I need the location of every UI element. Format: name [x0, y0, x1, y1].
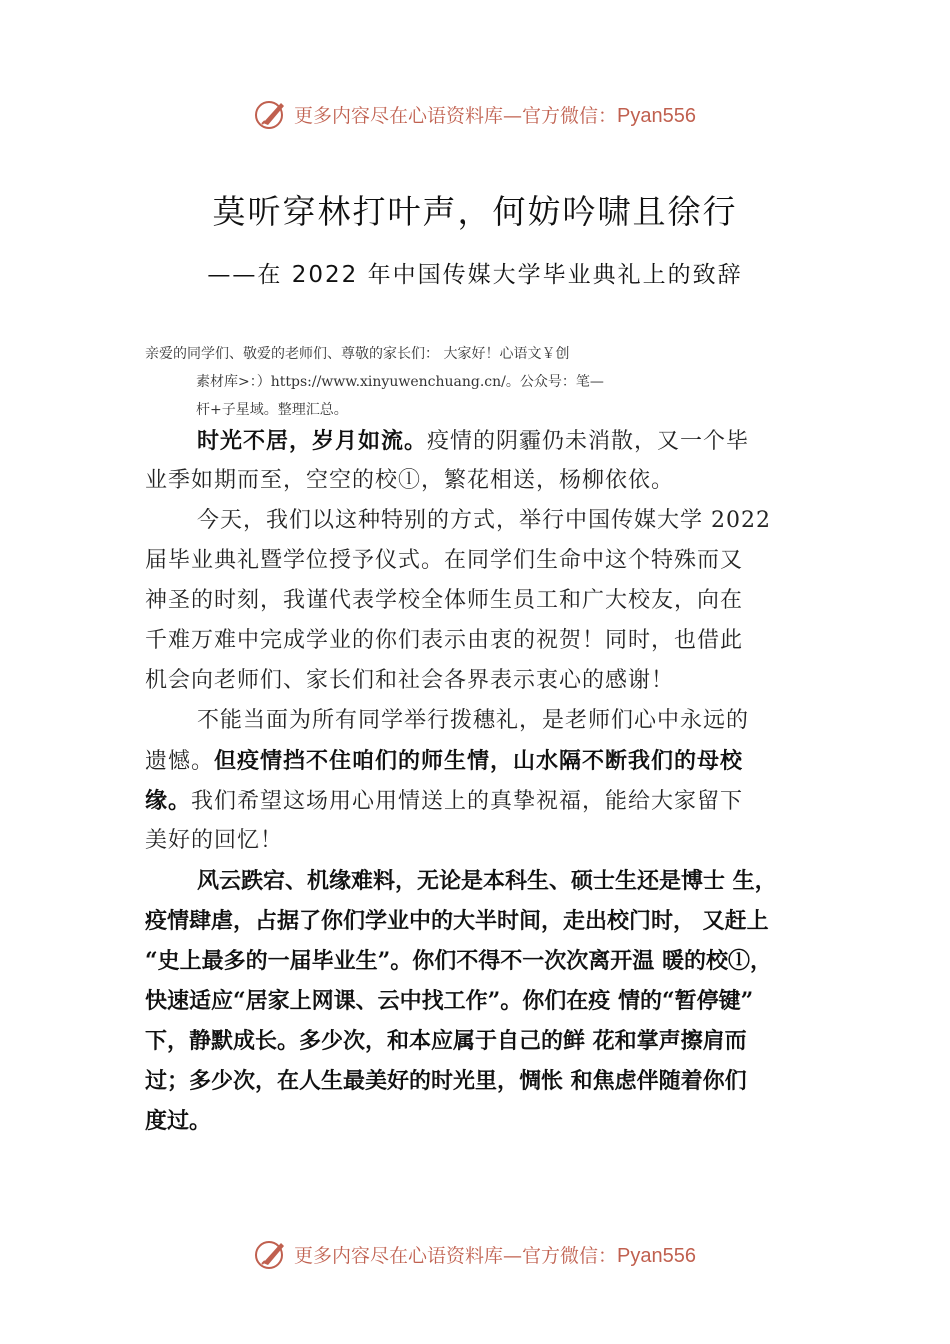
footer-watermark — [0, 1234, 950, 1274]
paragraph-2: 今天，我们以这种特别的方式，举行中国传媒大学 2022 届毕业典礼暨学位授予仪式。在同学们生命中这个特殊而又 神圣的时刻，我谨代表学校全体师生员工和广大校友，向在 千难万难中完成学业的你们表示由衷的祝贺！同时，也借此 机会向老师们、家长们和社会各界表示衷心的感谢！ — [145, 508, 771, 693]
document-title: 莫听穿林打叶声，何妨吟啸且徐行 — [212, 192, 738, 231]
paragraph-4: 风云跌宕、机缘难料，无论是本科生、硕士生还是博士 生， 疫情肆虐，占据了你们学业中的大半时间，走出校门时， 又赶上 “史上最多的一届毕业生”。你们不得不一次次离开温 暖的校ⓛ， 快速适应“居家上网课、云中找工作”。你们在疫 情的“暂停键” 下，静默成长。多少次，和本应属于自己的鲜 花和掌声擦肩而 过；多少次，在人生最美好的时光里，惆怅 和焦虑伴随着你们 度过。 — [145, 868, 777, 1134]
document-subtitle: ——在 2022 年中国传媒大学毕业典礼上的致辞 — [207, 262, 743, 288]
intro-line-2: 素材库>：）https://www.xinyuwenchuang.cn/。公众号：笔— — [196, 374, 604, 390]
header-watermark — [0, 94, 950, 134]
wechat-id: Pyan556 — [617, 1244, 696, 1267]
quill-logo-icon — [254, 97, 288, 131]
paragraph-3: 不能当面为所有同学举行拨穗礼，是老师们心中永远的 遗憾。但疫情挡不住咱们的师生情，山水隔不断我们的母校 缘。我们希望这场用心用情送上的真挚祝福，能给大家留下 美好的回忆！ — [145, 708, 750, 853]
quill-logo-icon — [254, 1237, 288, 1271]
intro-line-3: 杆+子星域。整理汇总。 — [196, 402, 348, 418]
header-watermark-text: 更多内容尽在心语资料库—官方微信：Pyan556 — [294, 104, 696, 127]
intro-line-1: 亲爱的同学们、敬爱的老师们、尊敬的家长们： 大家好！心语文￥创 — [145, 346, 570, 362]
paragraph-1: 时光不居，岁月如流。疫情的阴霾仍未消散，又一个毕 业季如期而至，空空的校ⓛ，繁花相送，杨柳依依。 — [145, 428, 750, 493]
footer-watermark-text: 更多内容尽在心语资料库—官方微信：Pyan556 — [294, 1244, 696, 1267]
wechat-id: Pyan556 — [617, 104, 696, 127]
